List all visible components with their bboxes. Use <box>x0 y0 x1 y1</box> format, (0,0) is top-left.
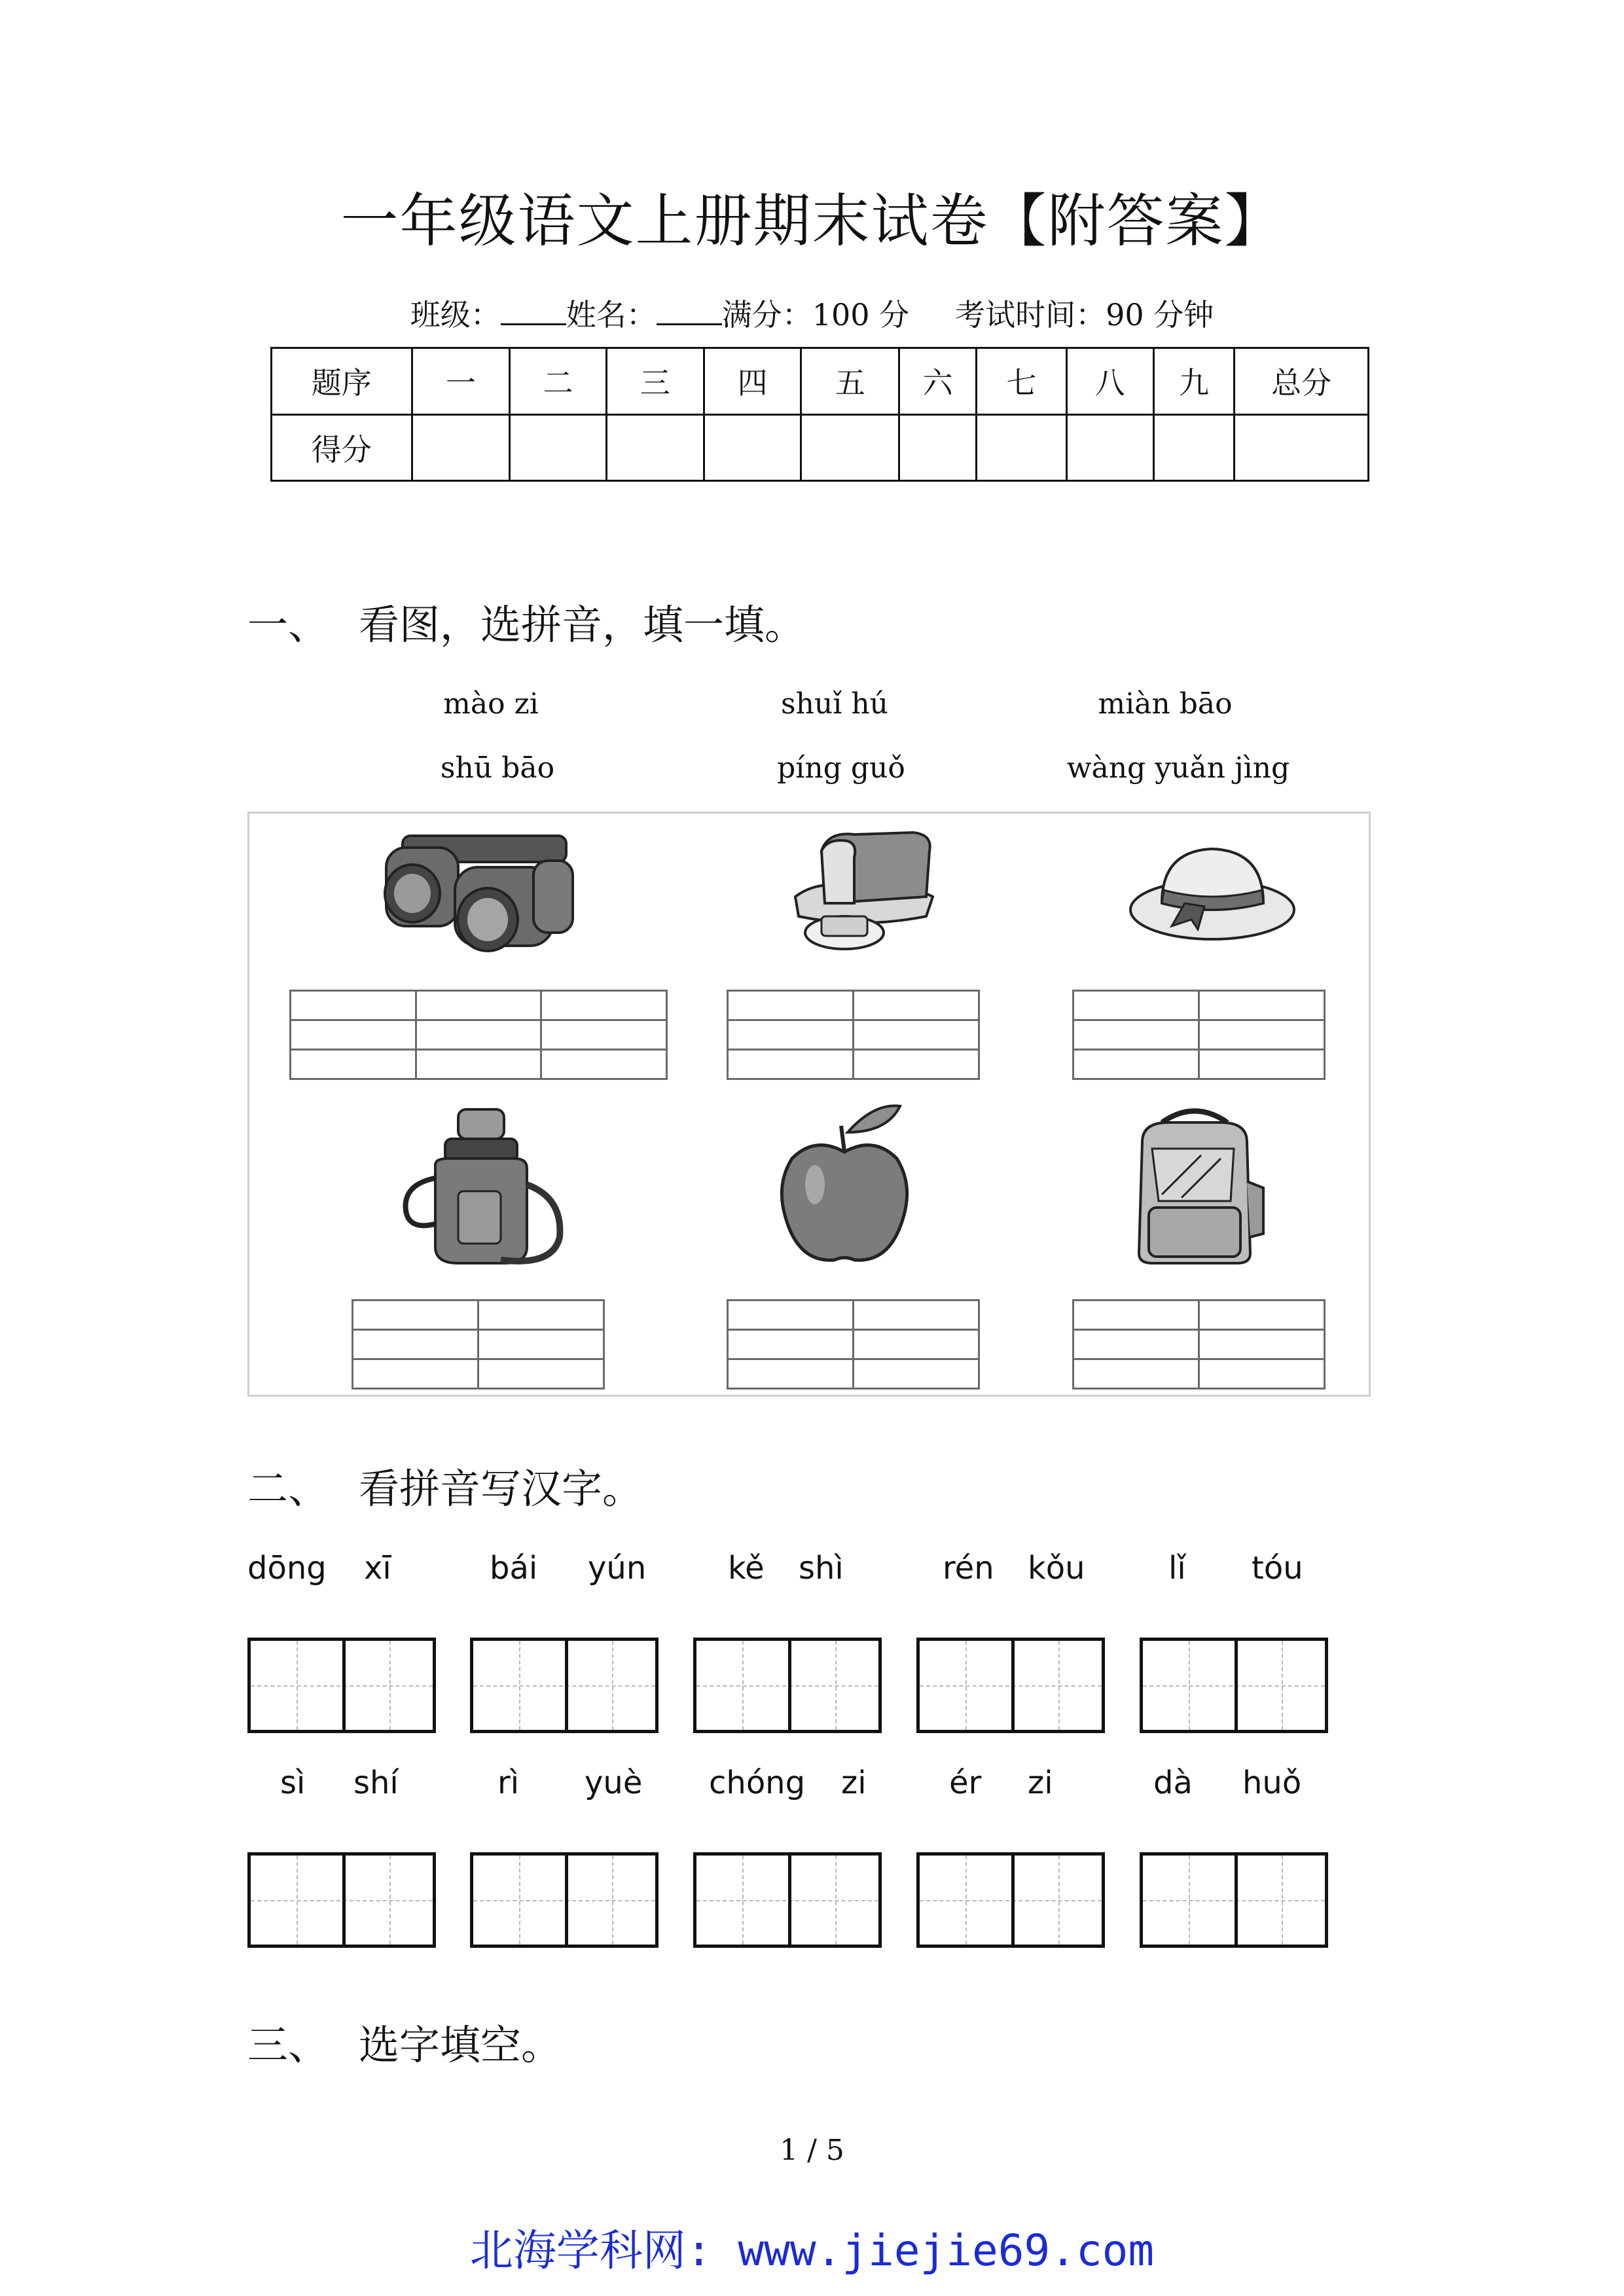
score-cell[interactable] <box>1066 414 1153 481</box>
pinyin-syllable: zi <box>841 1765 867 1801</box>
score-table <box>270 347 1369 482</box>
score-cell[interactable] <box>899 414 977 481</box>
section-title: 看图，选拼音，填一填。 <box>359 601 806 649</box>
kettle-icon <box>396 1106 569 1273</box>
score-header-cell: 五 <box>801 348 899 415</box>
section-1-heading <box>247 592 805 651</box>
score-header-cell: 总分 <box>1235 348 1369 415</box>
page-number: 1 / 5 <box>780 2134 844 2167</box>
tianzige-box[interactable] <box>916 1852 1105 1948</box>
name-label: 姓名： <box>566 297 657 332</box>
section-3-heading <box>247 2013 562 2071</box>
section-2-heading <box>247 1456 643 1515</box>
section-title: 看拼音写汉字。 <box>359 1465 643 1513</box>
score-header-cell: 九 <box>1153 348 1235 415</box>
site-watermark-link[interactable]: 北海学科网: www.jiejie69.com <box>469 2225 1155 2276</box>
pinyin-syllable: bái <box>490 1550 538 1587</box>
pinyin-syllable: lǐ <box>1168 1550 1186 1587</box>
pinyin-option: shuǐ hú <box>781 687 888 721</box>
pinyin-syllable: rì <box>497 1765 520 1801</box>
name-blank[interactable] <box>657 297 722 325</box>
score-cell[interactable] <box>607 414 704 481</box>
exam-time: 考试时间：90 分钟 <box>955 297 1214 332</box>
backpack-icon <box>1123 1103 1267 1270</box>
answer-grid[interactable] <box>352 1299 605 1390</box>
apple-icon <box>776 1100 913 1273</box>
hat-icon <box>1126 841 1299 946</box>
pinyin-syllable: shí <box>353 1765 399 1801</box>
score-header-cell: 题序 <box>272 348 412 415</box>
class-label: 班级： <box>410 297 501 332</box>
tianzige-box[interactable] <box>247 1852 436 1948</box>
pinyin-syllable: shì <box>799 1550 844 1587</box>
section-number: 二、 <box>247 1465 329 1513</box>
score-header-cell: 一 <box>412 348 510 415</box>
answer-grid[interactable] <box>289 990 668 1080</box>
score-header-cell: 八 <box>1066 348 1153 415</box>
score-header-cell: 四 <box>704 348 801 415</box>
score-header-row <box>272 348 1369 415</box>
pinyin-syllable: yuè <box>585 1765 643 1801</box>
answer-grid[interactable] <box>727 1299 980 1390</box>
pinyin-syllable: kǒu <box>1028 1550 1085 1587</box>
score-row <box>272 414 1369 481</box>
pinyin-option: shū bāo <box>440 751 555 785</box>
tianzige-box[interactable] <box>693 1638 882 1733</box>
pinyin-syllable: yún <box>588 1550 647 1587</box>
section-number: 一、 <box>247 601 329 649</box>
tianzige-box[interactable] <box>693 1852 882 1948</box>
score-cell[interactable] <box>412 414 510 481</box>
pinyin-syllable: tóu <box>1252 1550 1303 1587</box>
pinyin-syllable: rén <box>943 1550 994 1587</box>
pinyin-option: wàng yuǎn jìng <box>1066 751 1290 785</box>
tianzige-box[interactable] <box>1140 1638 1328 1733</box>
pinyin-syllable: kě <box>728 1550 765 1587</box>
pinyin-option: mào zi <box>443 687 539 721</box>
full-score: 满分：100 分 <box>721 297 910 332</box>
score-header-cell: 二 <box>510 348 607 415</box>
pinyin-option: píng guǒ <box>777 751 905 785</box>
tianzige-box[interactable] <box>1140 1852 1328 1948</box>
score-header-cell: 六 <box>899 348 977 415</box>
answer-grid[interactable] <box>1072 990 1326 1080</box>
page-title: 一年级语文上册期末试卷【附答案】 <box>340 187 1284 255</box>
section-title: 选字填空。 <box>359 2021 562 2069</box>
tianzige-box[interactable] <box>247 1638 436 1733</box>
pinyin-syllable: ér <box>949 1765 982 1801</box>
student-info-line <box>0 291 1624 334</box>
score-header-cell: 三 <box>607 348 704 415</box>
score-cell[interactable] <box>510 414 607 481</box>
score-header-cell: 七 <box>977 348 1067 415</box>
tianzige-box[interactable] <box>916 1638 1105 1733</box>
score-cell[interactable] <box>1235 414 1369 481</box>
tianzige-box[interactable] <box>470 1638 659 1733</box>
pinyin-syllable: dà <box>1153 1765 1193 1801</box>
score-cell[interactable] <box>1153 414 1235 481</box>
answer-grid[interactable] <box>727 990 980 1080</box>
pinyin-syllable: xī <box>364 1550 391 1587</box>
answer-grid[interactable] <box>1072 1299 1326 1390</box>
tianzige-box[interactable] <box>470 1852 659 1948</box>
pinyin-syllable: sì <box>280 1765 306 1801</box>
pinyin-syllable: chóng <box>709 1765 806 1801</box>
pinyin-syllable: zi <box>1028 1765 1053 1801</box>
pinyin-syllable: huǒ <box>1242 1765 1302 1801</box>
binoculars-icon <box>376 821 586 962</box>
bread-icon <box>782 825 943 956</box>
score-cell[interactable] <box>801 414 899 481</box>
section-number: 三、 <box>247 2021 329 2069</box>
score-row-label: 得分 <box>272 414 412 481</box>
pinyin-syllable: dōng <box>247 1550 327 1587</box>
score-cell[interactable] <box>977 414 1067 481</box>
class-blank[interactable] <box>501 297 566 325</box>
score-cell[interactable] <box>704 414 801 481</box>
pinyin-option: miàn bāo <box>1098 687 1233 721</box>
